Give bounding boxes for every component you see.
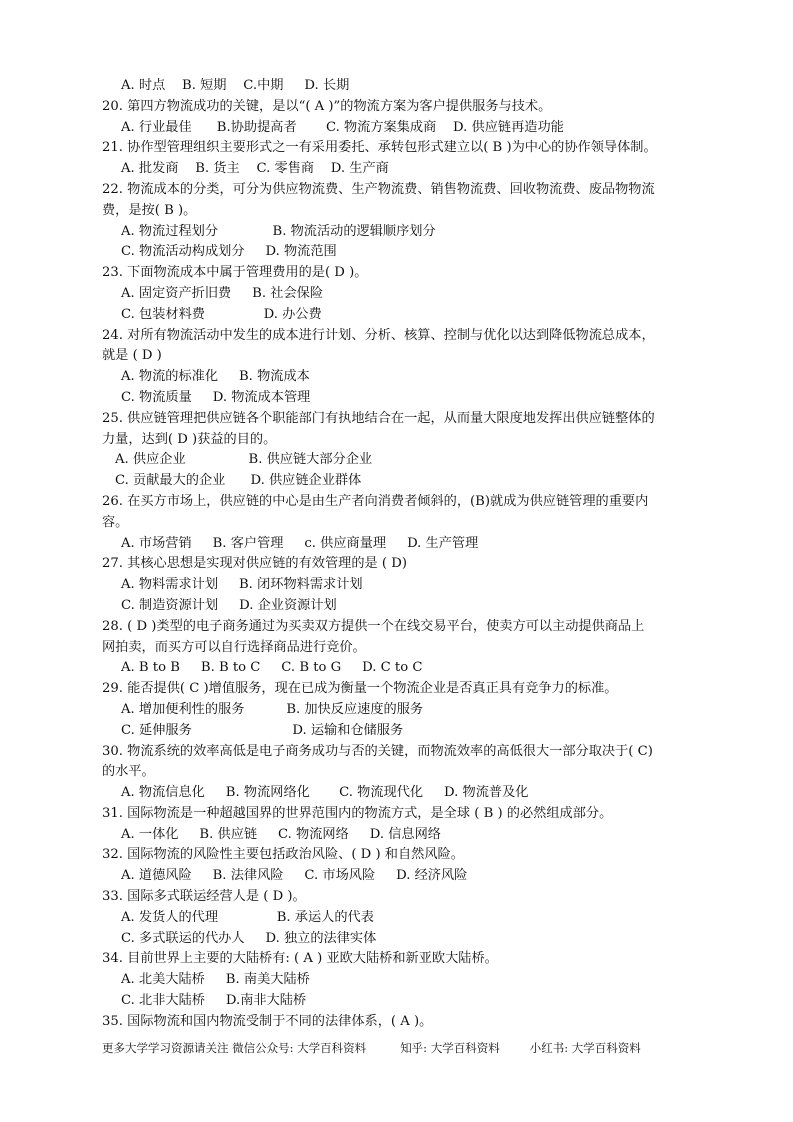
answer-options: A. B to B B. B to C C. B to G D. C to C [121,660,423,676]
question-line: 23. 下面物流成本中属于管理费用的是( D )。 [102,265,368,281]
answer-options: A. 物流信息化 B. 物流网络化 C. 物流现代化 D. 物流普及化 [121,785,529,801]
answer-options: A. 物流的标准化 B. 物流成本 [121,369,310,385]
answer-options: A. 市场营销 B. 客户管理 c. 供应商量理 D. 生产管理 [121,535,479,551]
question-line: 30. 物流系统的效率高低是电子商务成功与否的关键，而物流效率的高低很大一部分取决于( C) [102,743,653,759]
question-line: 34. 目前世界上主要的大陆桥有: ( A ) 亚欧大陆桥和新亚欧大陆桥。 [102,951,498,967]
answer-options: C. 包装材料费 D. 办公费 [121,306,322,322]
question-line: 29. 能否提供( C )增值服务，现在已成为衡量一个物流企业是否真正具有竞争力的标准。 [102,681,618,697]
answer-options: A. 发货人的代理 B. 承运人的代表 [121,909,374,925]
question-line: 力量，达到( D )获益的目的。 [102,431,277,447]
answer-options: A. 时点 B. 短期 C.中期 D. 长期 [121,78,350,93]
answer-options: C. 延伸服务 D. 运输和仓储服务 [121,722,404,738]
question-line: 22. 物流成本的分类，可分为供应物流费、生产物流费、销售物流费、回收物流费、废品物物流 [102,181,655,197]
answer-options: A. 固定资产折旧费 B. 社会保险 [121,285,324,301]
question-line: 32. 国际物流的风险性主要包括政治风险、( D ) 和自然风险。 [102,847,464,863]
answer-options: A. 北美大陆桥 B. 南美大陆桥 [121,972,310,988]
question-line: 21. 协作型管理组织主要形式之一有采用委托、承转包形式建立以( B )为中心的协作领导体制。 [102,140,657,156]
question-line: 的水平。 [102,764,155,780]
question-line: 费，是按( B )。 [102,202,197,218]
question-line: 容。 [102,514,129,530]
answer-options: A. 供应企业 B. 供应链大部分企业 [115,452,373,468]
question-line: 20. 第四方物流成功的关键，是以“( A )”的物流方案为客户提供服务与技术。 [102,98,552,114]
answer-options: C. 制造资源计划 D. 企业资源计划 [121,597,337,613]
answer-options: A. 一体化 B. 供应链 C. 物流网络 D. 信息网络 [121,826,441,842]
answer-options: A. 增加便利性的服务 B. 加快反应速度的服务 [121,701,424,717]
question-line: 24. 对所有物流活动中发生的成本进行计划、分析、核算、控制与优化以达到降低物流总成本， [102,327,655,343]
footer-xiaohongshu: 小红书: 大学百科资料 [529,1041,641,1055]
question-line: 就是 ( D ) [102,348,162,364]
footer-zhihu: 知乎: 大学百科资料 [400,1041,500,1055]
question-line: 网拍卖，而买方可以自行选择商品进行竞价。 [102,639,366,655]
answer-options: C. 贡献最大的企业 D. 供应链企业群体 [115,473,362,489]
answer-options: C. 北非大陆桥 D.南非大陆桥 [121,993,307,1009]
question-line: 26. 在买方市场上，供应链的中心是由生产者向消费者倾斜的，(B)就成为供应链管理的重要内 [102,493,649,509]
page-footer [102,1040,641,1056]
question-line: 25. 供应链管理把供应链各个职能部门有执地结合在一起，从而量大限度地发挥出供应链整体的 [102,410,655,426]
question-line: 27. 其核心思想是实现对供应链的有效管理的是 ( D) [102,556,407,572]
answer-options: C. 物流质量 D. 物流成本管理 [121,389,311,405]
question-line: 35. 国际物流和国内物流受制于不同的法律体系，( A )。 [102,1013,433,1029]
answer-options: A. 批发商 B. 货主 C. 零售商 D. 生产商 [121,161,389,177]
answer-options: A. 物流过程划分 B. 物流活动的逻辑顺序划分 [121,223,436,239]
answer-options: A. 行业最佳 B.协助提高者 C. 物流方案集成商 D. 供应链再造功能 [121,119,564,135]
footer-promo: 更多大学学习资源请关注 微信公众号: 大学百科资料 [102,1041,367,1055]
answer-options: C. 物流活动构成划分 D. 物流范围 [121,244,337,260]
question-list [102,76,702,1033]
answer-options: C. 多式联运的代办人 D. 独立的法律实体 [121,930,377,946]
question-line: 28. ( D )类型的电子商务通过为买卖双方提供一个在线交易平台，使卖方可以主动提供商品上 [102,618,645,634]
question-line: 31. 国际物流是一种超越国界的世界范围内的物流方式，是全球 ( B ) 的必然组成部分。 [102,805,613,821]
answer-options: A. 道德风险 B. 法律风险 C. 市场风险 D. 经济风险 [121,868,468,884]
answer-options: A. 物料需求计划 B. 闭环物料需求计划 [121,577,363,593]
question-line: 33. 国际多式联运经营人是 ( D )。 [102,889,306,905]
